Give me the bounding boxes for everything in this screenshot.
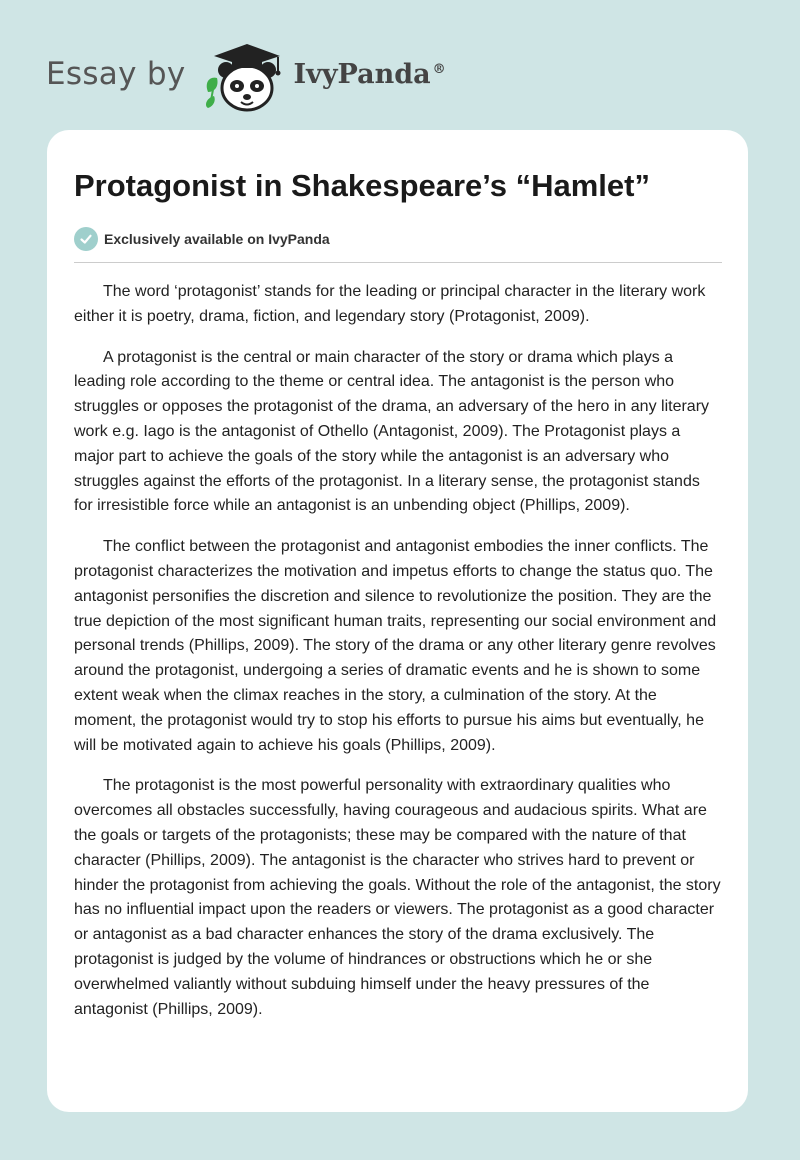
paragraph: The protagonist is the most powerful personality with extraordinary qualities who overcomes all obstacles successfully, having courageous and audacious spirits. What are the goals or targets of the protagonists; these may be compared with the nature of that character (Phillips, 2009). The antagonist is the character who strives hard to prevent or hinder the protagonist from achieving the goals. Without the role of the antagonist, the story has no influential impact upon the readers or viewers. The protagonist as a good character or antagonist as a bad character enhances the story of the drama exclusively. The protagonist is judged by the volume of hindrances or obstructions which he or she overwhelmed valiantly without subduing himself under the heavy pressures of the antagonist (Phillips, 2009). — [74, 777, 721, 1018]
paragraph: The word ‘protagonist’ stands for the leading or principal character in the literary work either it is poetry, drama, fiction, and legendary story (Protagonist, 2009). — [74, 283, 706, 325]
exclusive-badge — [74, 226, 722, 252]
essay-body — [74, 280, 722, 1022]
panda-graduate-icon[interactable] — [200, 36, 290, 112]
brand-name[interactable]: IvyPanda ® — [293, 58, 446, 90]
check-circle-icon — [74, 227, 98, 251]
exclusive-label: Exclusively available on IvyPanda — [104, 231, 330, 247]
paragraph: A protagonist is the central or main character of the story or drama which plays a leading role according to the theme or central idea. The antagonist is the person who struggles or opposes the protagonist of the drama, an adversary of the hero in any literary work e.g. Iago is the antagonist of Othello (Antagonist, 2009). The Protagonist plays a major part to achieve the goals of the story while the antagonist is an adversary who struggles against the efforts of the protagonist. In a literary sense, the protagonist stands for irresistible force while an antagonist is an unbending object (Phillips, 2009). — [74, 348, 710, 515]
essay-by-label: Essay by — [46, 56, 186, 92]
essay-card — [47, 130, 748, 1112]
site-header — [46, 36, 446, 112]
paragraph: The conflict between the protagonist and antagonist embodies the inner conflicts. The protagonist characterizes the motivation and impetus efforts to change the status quo. The antagonist personifies the discretion and silence to revolutionize the position. They are the true depiction of the most significant human traits, representing our social environment and personal trends (Phillips, 2009). The story of the drama or any other literary genre revolves around the protagonist, undergoing a series of dramatic events and he is shown to some extent weak when the climax reaches in the story, a culmination of the story. At the moment, the protagonist would try to stop his efforts to pursue his aims but eventually, he will be motivated again to achieve his goals (Phillips, 2009). — [74, 538, 717, 754]
page-title: Protagonist in Shakespeare’s “Hamlet” — [74, 168, 650, 203]
divider — [74, 262, 722, 263]
registered-mark: ® — [432, 61, 446, 77]
